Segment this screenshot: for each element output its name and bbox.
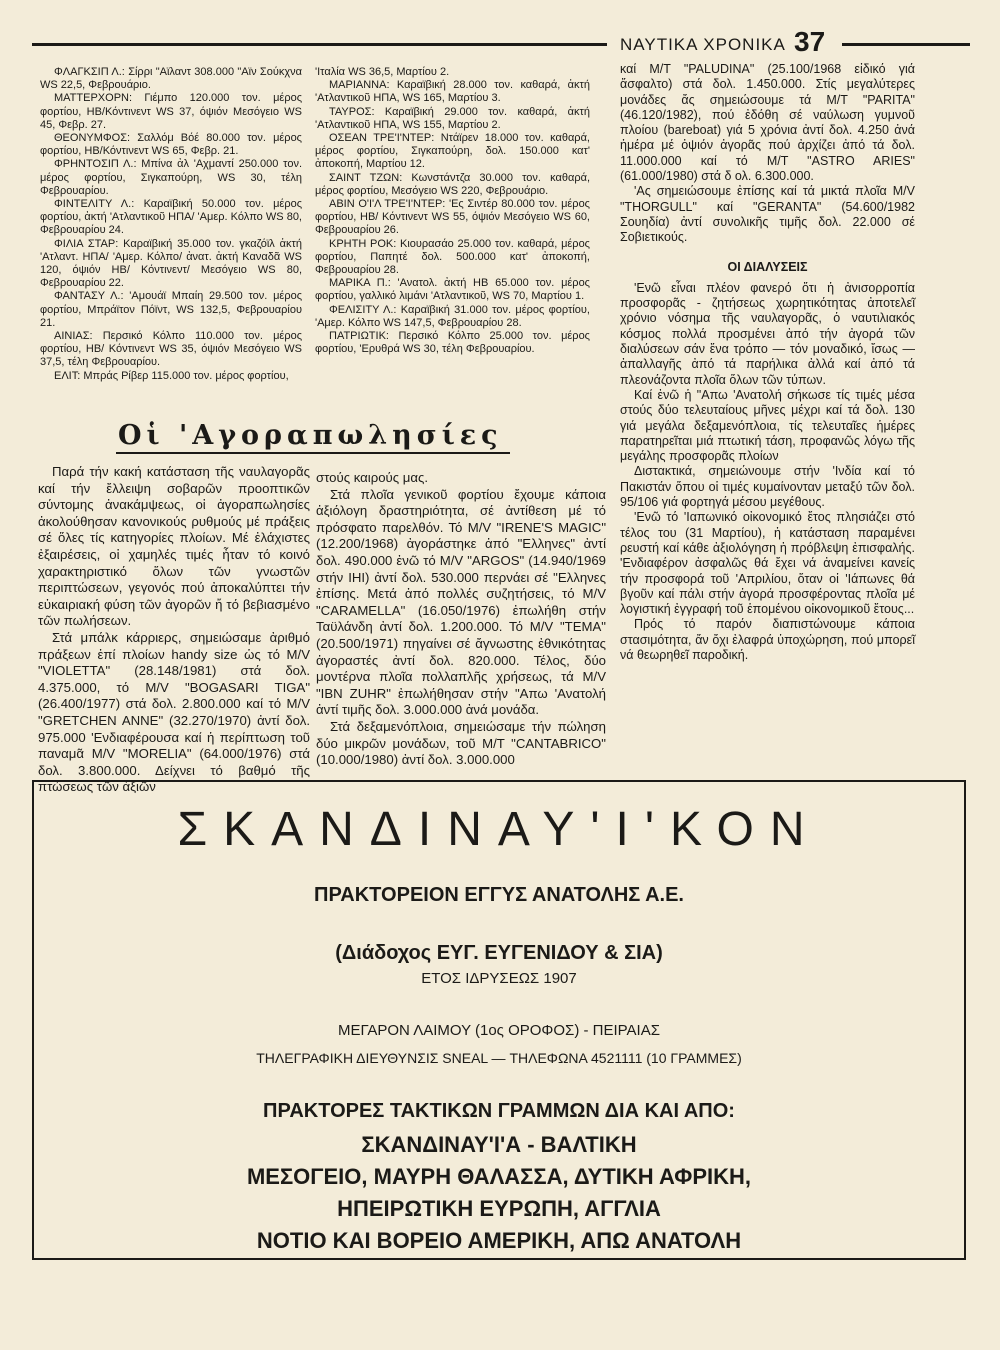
ad-route: ΝΟΤΙΟ ΚΑΙ ΒΟΡΕΙΟ ΑΜΕΡΙΚΗ, ΑΠΩ ΑΝΑΤΟΛΗ [256, 1228, 742, 1253]
demolition-paragraph: 'Ενῶ τό 'Ιαπωνικό οἰκονομικό ἔτος πλησιάζει στό τέλος του (31 Μαρτίου), ἡ κατάσταση παραμένει ρευστή καί κάθε ἀξιολόγηση ἡ πρόβλεψη ἐπισφαλής. 'Ενδιαφέρον ἀσφαλῶς θά ἔχει νά ἀναμείνει κανείς τήν προσφορά τοῦ 'Απριλίου, ὅταν οἱ 'Ιάπωνες θά βγοῦν καί πάλι στήν ἀγορά προσφέροντας πλοῖα μέ λογιστική ἐγγραφή τοῦ ἑπομένου οἰκονομικοῦ ἔτους... [620, 510, 915, 617]
charter-entry: ΠΑΤΡΙΩΤΙΚ: Περσικό Κόλπο 25.000 τον. μέρος φορτίου, 'Ερυθρά WS 30, τέλη Φεβρουαρίου. [315, 330, 590, 356]
charter-entry: ΣΑΙΝΤ ΤΖΩΝ: Κωνστάντζα 30.000 τον. καθαρά, μέρος φορτίου, Μεσόγειο WS 220, Φεβρουάριο. [315, 171, 590, 197]
article-col1 [38, 464, 310, 796]
right-column [620, 62, 915, 663]
sales-continuation-paragraph: 'Ας σημειώσουμε ἐπίσης καί τά μικτά πλοῖα Μ/V "THORGULL" καί "GERANTA" (54.600/1982 Σουηδία) ἀντί συνολικῆς τιμῆς δολ. 22.000 σέ Σοβιετικούς. [620, 184, 915, 245]
ad-successor: (Διάδοχος ΕΥΓ. ΕΥΓΕΝΙΔΟΥ & ΣΙΑ) [335, 942, 663, 964]
charter-list-col1 [40, 66, 302, 383]
ad-route: ΗΠΕΙΡΩΤΙΚΗ ΕΥΡΩΠΗ, ΑΓΓΛΙΑ [337, 1196, 661, 1221]
ad-address: ΜΕΓΑΡΟΝ ΛΑΙΜΟΥ (1ος ΟΡΟΦΟΣ) - ΠΕΙΡΑΙΑΣ [337, 1022, 660, 1039]
charter-entry: ΕΛΙΤ: Μπράς Ρίβερ 115.000 τον. μέρος φορτίου, [54, 369, 289, 382]
article-paragraph: Παρά τήν κακή κατάσταση τῆς ναυλαγορᾶς καί τήν ἔλλειψη σοβαρῶν προοπτικῶν σύντομης ἀνακάμψεως, οἱ ἀγοραπωλησίες ἀκολούθησαν κανονικούς ρυθμούς μέ πράξεις σέ ὅλες τίς κατηγορίες πλοίων. Μέ ἐλάχιστες ἐξαιρέσεις, οἱ χαμηλές τιμές ἦταν τό κοινό χαρακτηριστικό ὅλων τῶν γνωστῶν περιπτώσεων, γεγονός πού ἀποκαλύπτει τήν εὐκαιριακή φύση τῶν ἀγορῶν ἤ τό βεβιασμένο τῶν πωλήσεων. [38, 464, 310, 629]
header-rule-right [842, 43, 970, 46]
charter-entry: ΜΑΤΤΕΡΧΟΡΝ: Γιέμπο 120.000 τον. μέρος φορτίου, ΗΒ/Κόντινεντ WS 37, όψιόν Μεσόγειο WS 45, Φεβρ. 27. [40, 92, 302, 131]
charter-list-col2 [315, 66, 590, 356]
ad-founded: ΕΤΟΣ ΙΔΡΥΣΕΩΣ 1907 [421, 970, 577, 987]
charter-entry: ΜΑΡΙΚΑ Π.: 'Ανατολ. ἀκτή ΗΒ 65.000 τον. μέρος φορτίου, γαλλικό λιμάνι 'Ατλαντικοῦ, WS 70, Μαρτίου 1. [315, 277, 590, 303]
demolition-paragraph: Πρός τό παρόν διαπιστώνουμε κάποια στασιμότητα, ἄν ὄχι ἐλαφρά ὑποχώρηση, πού μπορεῖ νά θεωρηθεῖ παροδική. [620, 617, 915, 662]
demolition-paragraph: Καί ἐνῶ ἡ "Απω 'Ανατολή σήκωσε τίς τιμές μέσα στούς δύο τελευταίους μῆνες μέχρι καί τά δολ. 130 γιά μεγάλα δεξαμενόπλοια, τίς τελευταῖες ἡμέρες παρατηρεῖται μιά πτωτική τάση, προφανῶς λόγω τῆς μεγάλης προσφορᾶς πλοίων [620, 387, 915, 464]
charter-entry: ΜΑΡΙΑΝΝΑ: Καραϊβική 28.000 τον. καθαρά, ἀκτή 'Ατλαντικοῦ ΗΠΑ, WS 165, Μαρτίου 3. [315, 79, 590, 105]
title-underline [116, 452, 510, 454]
charter-entry: ΚΡΗΤΗ ΡΟΚ: Κιουρασάο 25.000 τον. καθαρά, μέρος φορτίου, Παπητέ δολ. 500.000 κατ' ἀποκοπή, Φεβρουαρίου 28. [315, 237, 590, 277]
ad-lines-heading: ΠΡΑΚΤΟΡΕΣ ΤΑΚΤΙΚΩΝ ΓΡΑΜΜΩΝ ΔΙΑ ΚΑΙ ΑΠΟ: [263, 1100, 735, 1122]
ad-contact: ΤΗΛΕΓΡΑΦΙΚΗ ΔΙΕΥΘΥΝΣΙΣ SNEAL — ΤΗΛΕΦΩΝΑ 4521111 (10 ΓΡΑΜΜΕΣ) [256, 1050, 742, 1066]
ad-route: ΜΕΣΟΓΕΙΟ, ΜΑΥΡΗ ΘΑΛΑΣΣΑ, ΔΥΤΙΚΗ ΑΦΡΙΚΗ, [246, 1164, 752, 1189]
sales-continuation-paragraph: καί Μ/Τ "PALUDINA" (25.100/1968 εἰδικό γιά ἄσφαλτο) στά δολ. 1.450.000. Στίς μεγαλύτερες μονάδες ἄς σημειώσουμε τά Μ/Τ "PARITA" (46.120/1982), πού ἐδόθη σέ ναύλωση γυμνοῦ πλοίου (bareboat) γιά 5 χρόνια ἀντί δολ. 4.250 ἀνά ἡμέρα μέ ὀψιόν ἀγορᾶς πού ἀρχίζει ἀπό τά δολ. 11.000.000 καί τό Μ/Τ "ASTRO ARIES" (61.000/1980) στά δ ολ. 6.300.000. [620, 62, 915, 184]
charter-entry: ΟΣΕΑΝ ΤΡΕ'Ι'ΝΤΕΡ: Ντάϊρεν 18.000 τον. καθαρά, μέρος φορτίου, Σιγκαπούρη, δολ. 150.000 κατ' ἀποκοπή, Μαρτίου 12. [315, 132, 590, 171]
charter-entry: ΦΑΝΤΑΣΥ Λ.: 'Αμουάϊ Μπαίη 29.500 τον. μέρος φορτίου, Μπράϊτον Πόϊντ, WS 132,5, Φεβρουαρίου 21. [40, 290, 302, 329]
ad-company-name: ΠΡΑΚΤΟΡΕΙΟΝ ΕΓΓΥΣ ΑΝΑΤΟΛΗΣ Α.Ε. [314, 884, 684, 906]
article-paragraph: Στά δεξαμενόπλοια, σημειώσαμε τήν πώληση δύο μικρῶν μονάδων, τοῦ Μ/Τ "CANTABRICO" (10.000/1980) ἀντί δολ. 3.000.000 [316, 718, 606, 768]
article-paragraph: Στά πλοῖα γενικοῦ φορτίου ἔχουμε κάποια ἀξιόλογη δραστηριότητα, σέ ἀντίθεση μέ τό πρόσφατο παρελθόν. Τό Μ/V "IRENE'S MAGIC" (12.200/1968) ἀγοράστηκε ἀπό "Ελληνες" ἀντί δολ. 490.000 ἐνῶ τό Μ/V "ARGOS" (14.940/1969 στήν ΙΗΙ) ἀντί δολ. 530.000 περνάει σέ "Ελληνες ἐπίσης. Μετά ἀπό πολλές συζητήσεις, τό Μ/V "CARAMELLA" (16.050/1976) ἐπωλήθη στήν Ταϋλάνδη ἀντί δολ. 1.200.000. Τό Μ/V "TEMA" (20.500/1971) πηγαίνει σέ ἄγνωστης ἐθνικότητας ἀγοραστές ἀντί δολ. 820.000. Τέλος, δύο μοντέρνα πλοῖα πολλαπλῆς χρήσεως, τά Μ/V "IBN ZUHR" ἐπωλήθησαν στήν "Απω 'Ανατολή ἀντί τιμῆς δολ. 3.000.000 ἀνά μονάδα. [316, 486, 606, 718]
page-number: 37 [794, 26, 826, 57]
charter-entry: ΦΡΗΝΤΟΣΙΠ Λ.: Μπίνα ἀλ 'Αχμαντί 250.000 τον. μέρος φορτίου, Σιγκαπούρη, WS 30, τέλη Φεβρουαρίου. [40, 158, 302, 197]
article-paragraph: Στά μπάλκ κάρριερς, σημειώσαμε ἀριθμό πράξεων ἐπί πλοίων handy size ὡς τό Μ/V "VIOLETTA" (28.148/1981) στά δολ. 4.375.000, τό Μ/V "BOGASARI TIGA" (26.400/1977) στά δολ. 2.800.000 καί τό Μ/V "GRETCHEN ANNE" (32.270/1970) ἀντί δολ. 975.000 'Ενδιαφέρουσα καί ἡ περίπτωση τοῦ παναμᾶ Μ/V "MORELIA" (64.000/1976) στά δολ. 3.800.000. Δείχνει τό βαθμό τῆς πτώσεως τῶν ἀξιῶν [38, 629, 310, 795]
charter-entry: ΦΙΛΙΑ ΣΤΑΡ: Καραϊβική 35.000 τον. γκαζόϊλ ἀκτή 'Ατλαντ. ΗΠΑ/ 'Αμερ. Κόλπο/ ἀνατ. ἀκτή Καναδᾶ WS 120, όψιόν ΗΒ/ Κόντινεντ/ Μεσόγειο WS 80, Φεβρουαρίου 22. [40, 237, 302, 290]
ad-brand-name: ΣΚΑΝΔΙΝΑΥ'Ι'ΚΟΝ [177, 803, 821, 856]
demolition-paragraph: Διστακτικά, σημειώνουμε στήν 'Ινδία καί τό Πακιστάν ὅπου οἱ τιμές κυμαίνονταν μεταξύ τῶν δολ. 95/106 γιά φορτηγά μέσου μεγέθους. [620, 464, 915, 510]
demolition-paragraph: 'Ενῶ εἶναι πλέον φανερό ὅτι ἡ ἀνισορροπία προσφορᾶς - ζητήσεως χωρητικότητας ἀποτελεῖ χρόνιο νόσημα τῆς ναυλαγορᾶς, ὁ ναυτιλιακός κόσμος πολλά προσμένει ἀπό τήν ἀγορά τῶν διαλύσεων σάν ἕνα τρόπο — τόν μοναδικό, ἴσως — ἀπαλλαγῆς ἀπό τά παρήλικα ἀλλά καί ἀπό τά πλεονάζοντα πλοῖα ὅλων τῶν τύπων. [620, 280, 915, 387]
header-rule-left [32, 43, 607, 46]
charter-entry: 'Ιταλία WS 36,5, Μαρτίου 2. [315, 66, 450, 78]
article-paragraph: στούς καιρούς μας. [316, 470, 429, 485]
article-title: Οἱ 'Αγοραπωλησίες [118, 420, 503, 451]
charter-entry: ΦΕΛΙΣΙΤΥ Λ.: Καραϊβική 31.000 τον. μέρος φορτίου, 'Αμερ. Κόλπο WS 147,5, Φεβρουαρίου 28. [315, 303, 590, 329]
charter-entry: ΑΒΙΝ Ο'Ι'Λ ΤΡΕ'Ι'ΝΤΕΡ: 'Ες Σιντέρ 80.000 τον. μέρος φορτίου, ΗΒ/ Κόντινεντ WS 55, όψιόν Μεσόγειο WS 60, Φεβρουαρίου 26. [315, 198, 590, 237]
charter-entry: ΦΙΝΤΕΛΙΤΥ Λ.: Καραϊβική 50.000 τον. μέρος φορτίου, ἀκτή 'Ατλαντικοῦ ΗΠΑ/ 'Αμερ. Κόλπο WS 80, Φεβρουαρίου 24. [40, 198, 302, 237]
charter-entry: ΦΛΑΓΚΣΙΠ Λ.: Σίρρι "Αϊλαντ 308.000 "Αϊν Σούκχνα WS 22,5, Φεβρουάριο. [40, 66, 302, 92]
article-col2 [316, 470, 606, 769]
ad-route: ΣΚΑΝΔΙΝΑΥ'Ι'Α - ΒΑΛΤΙΚΗ [361, 1132, 637, 1157]
advertisement-box [32, 780, 966, 1260]
charter-entry: ΑΙΝΙΑΣ: Περσικό Κόλπο 110.000 τον. μέρος φορτίου, ΗΒ/ Κόντινεντ WS 35, όψιόν Μεσόγειο WS 37,5, τέλη Φεβρουαρίου. [40, 330, 302, 369]
charter-entry: ΘΕΟΝΥΜΦΟΣ: Σαλλόμ Βόέ 80.000 τον. μέρος φορτίου, ΗΒ/Κόντινεντ WS 65, Φεβρ. 21. [40, 132, 302, 158]
magazine-title: ΝΑΥΤΙΚΑ ΧΡΟΝΙΚΑ [620, 35, 786, 54]
charter-entry: ΤΑΥΡΟΣ: Καραϊβική 29.000 τον. καθαρά, ἀκτή 'Ατλαντικοῦ ΗΠΑ, WS 155, Μαρτίου 2. [315, 105, 590, 131]
section-subheading: ΟΙ ΔΙΑΛΥΣΕΙΣ [727, 259, 808, 274]
